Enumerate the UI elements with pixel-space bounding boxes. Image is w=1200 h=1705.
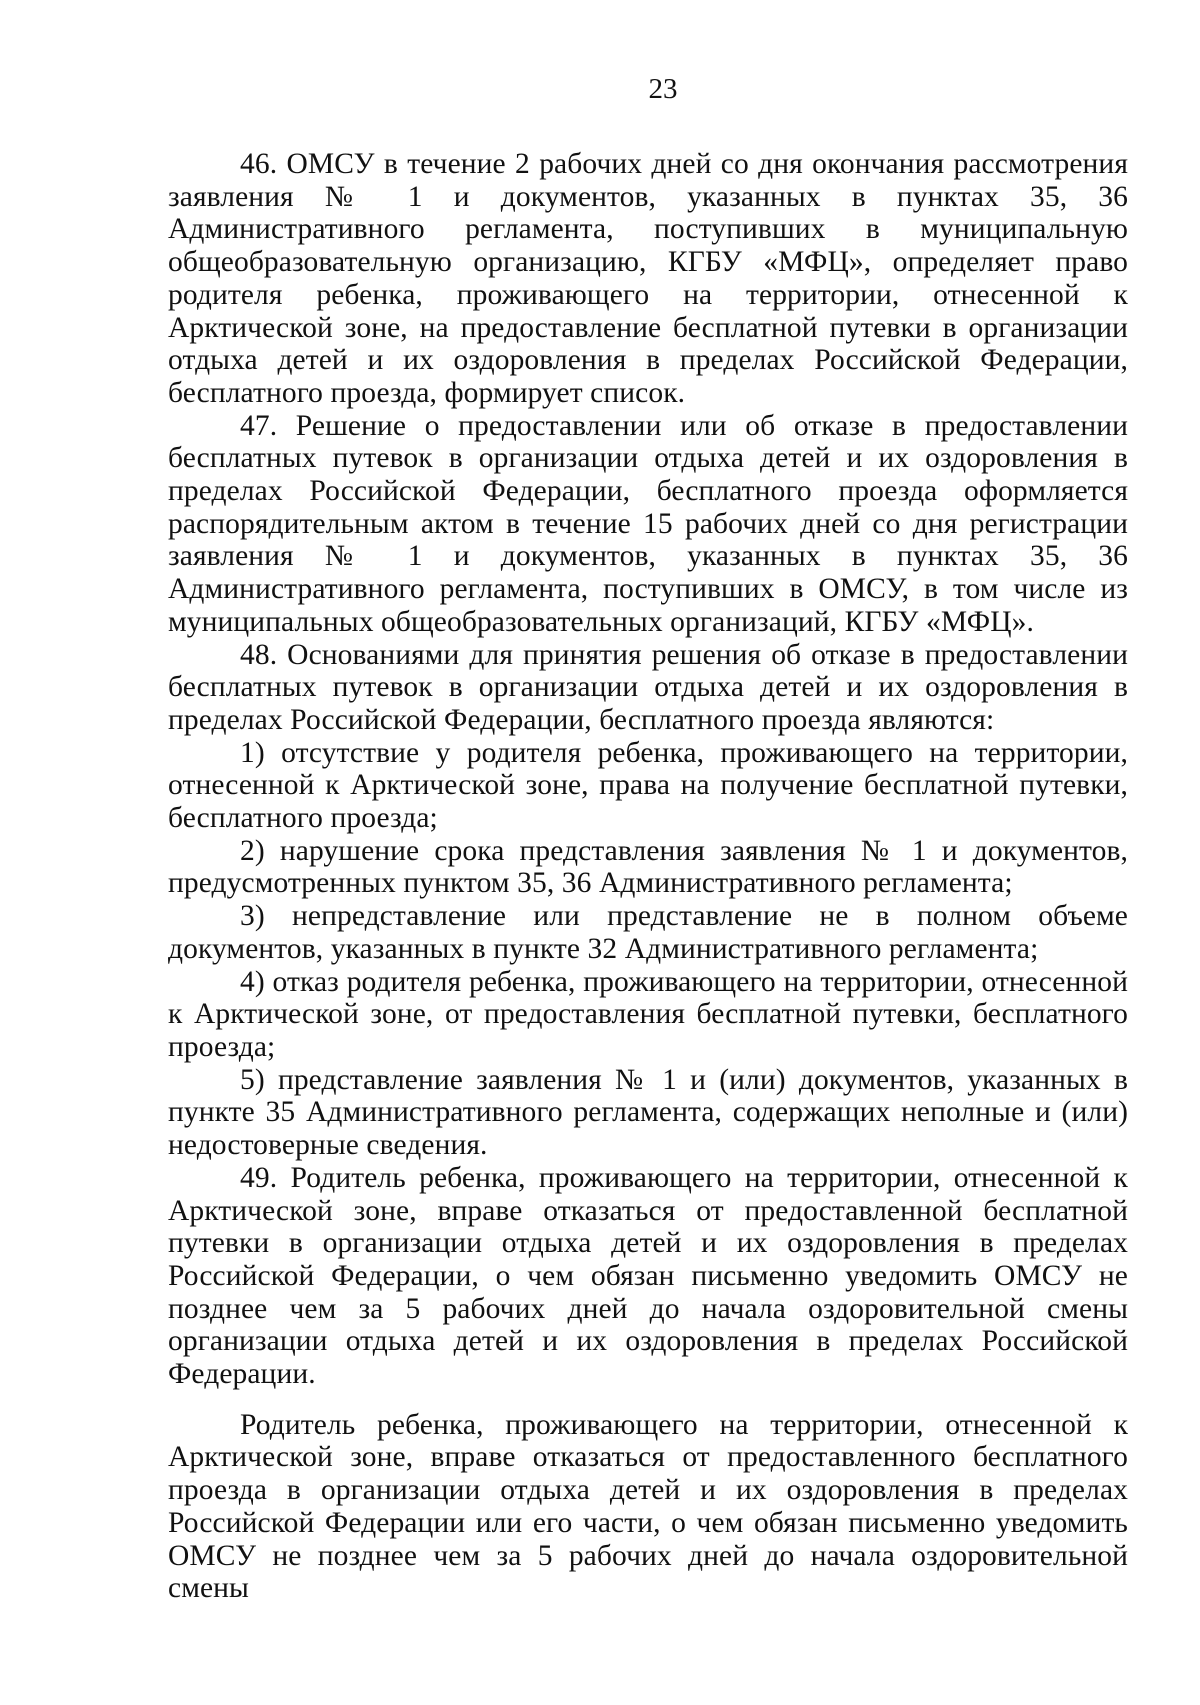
list-item-3: 3) непредставление или представление не в полном объеме документов, указанных в пункте 32 Административного регламента; (168, 900, 1128, 965)
paragraph-46: 46. ОМСУ в течение 2 рабочих дней со дня окончания рассмотрения заявления № 1 и документов, указанных в пунктах 35, 36 Административного регламента, поступивших в муниципальную общеобразовательную организацию, КГБУ «МФЦ», определяет право родителя ребенка, проживающего на территории, отнесенной к Арктической зоне, на предоставление бесплатной путевки в организации отдыха детей и их оздоровления в пределах Российской Федерации, бесплатного проезда, формирует список. (168, 148, 1128, 409)
paragraph-47: 47. Решение о предоставлении или об отказе в предоставлении бесплатных путевок в организации отдыха детей и их оздоровления в пределах Российской Федерации, бесплатного проезда оформляется распорядительным актом в течение 15 рабочих дней со дня регистрации заявления № 1 и документов, указанных в пунктах 35, 36 Административного регламента, поступивших в ОМСУ, в том числе из муниципальных общеобразовательных организаций, КГБУ «МФЦ». (168, 409, 1128, 638)
page-number: 23 (648, 73, 678, 105)
list-item-2: 2) нарушение срока представления заявления № 1 и документов, предусмотренных пунктом 35, 36 Административного регламента; (168, 834, 1128, 900)
list-item-5: 5) представление заявления № 1 и (или) документов, указанных в пункте 35 Административного регламента, содержащих неполные и (или) недостоверные сведения. (168, 1063, 1128, 1162)
paragraph-48: 48. Основаниями для принятия решения об отказе в предоставлении бесплатных путевок в организации отдыха детей и их оздоровления в пределах Российской Федерации, бесплатного проезда являются: (168, 638, 1128, 736)
paragraph-49-continuation: Родитель ребенка, проживающего на территории, отнесенной к Арктической зоне, вправе отказаться от предоставленного бесплатного проезда в организации отдыха детей и их оздоровления в пределах Российской Федерации или его части, о чем обязан письменно уведомить ОМСУ не позднее чем за 5 рабочих дней до начала оздоровительной смены (168, 1408, 1128, 1605)
paragraph-49: 49. Родитель ребенка, проживающего на территории, отнесенной к Арктической зоне, вправе отказаться от предоставленной бесплатной путевки в организации отдыха детей и их оздоровления в пределах Российской Федерации, о чем обязан письменно уведомить ОМСУ не позднее чем за 5 рабочих дней до начала оздоровительной смены организации отдыха детей и их оздоровления в пределах Российской Федерации. (168, 1161, 1128, 1391)
list-item-1: 1) отсутствие у родителя ребенка, проживающего на территории, отнесенной к Арктической зоне, права на получение бесплатной путевки, бесплатного проезда; (168, 736, 1128, 835)
list-item-4: 4) отказ родителя ребенка, проживающего на территории, отнесенной к Арктической зоне, от предоставления бесплатной путевки, бесплатного проезда; (168, 965, 1128, 1063)
